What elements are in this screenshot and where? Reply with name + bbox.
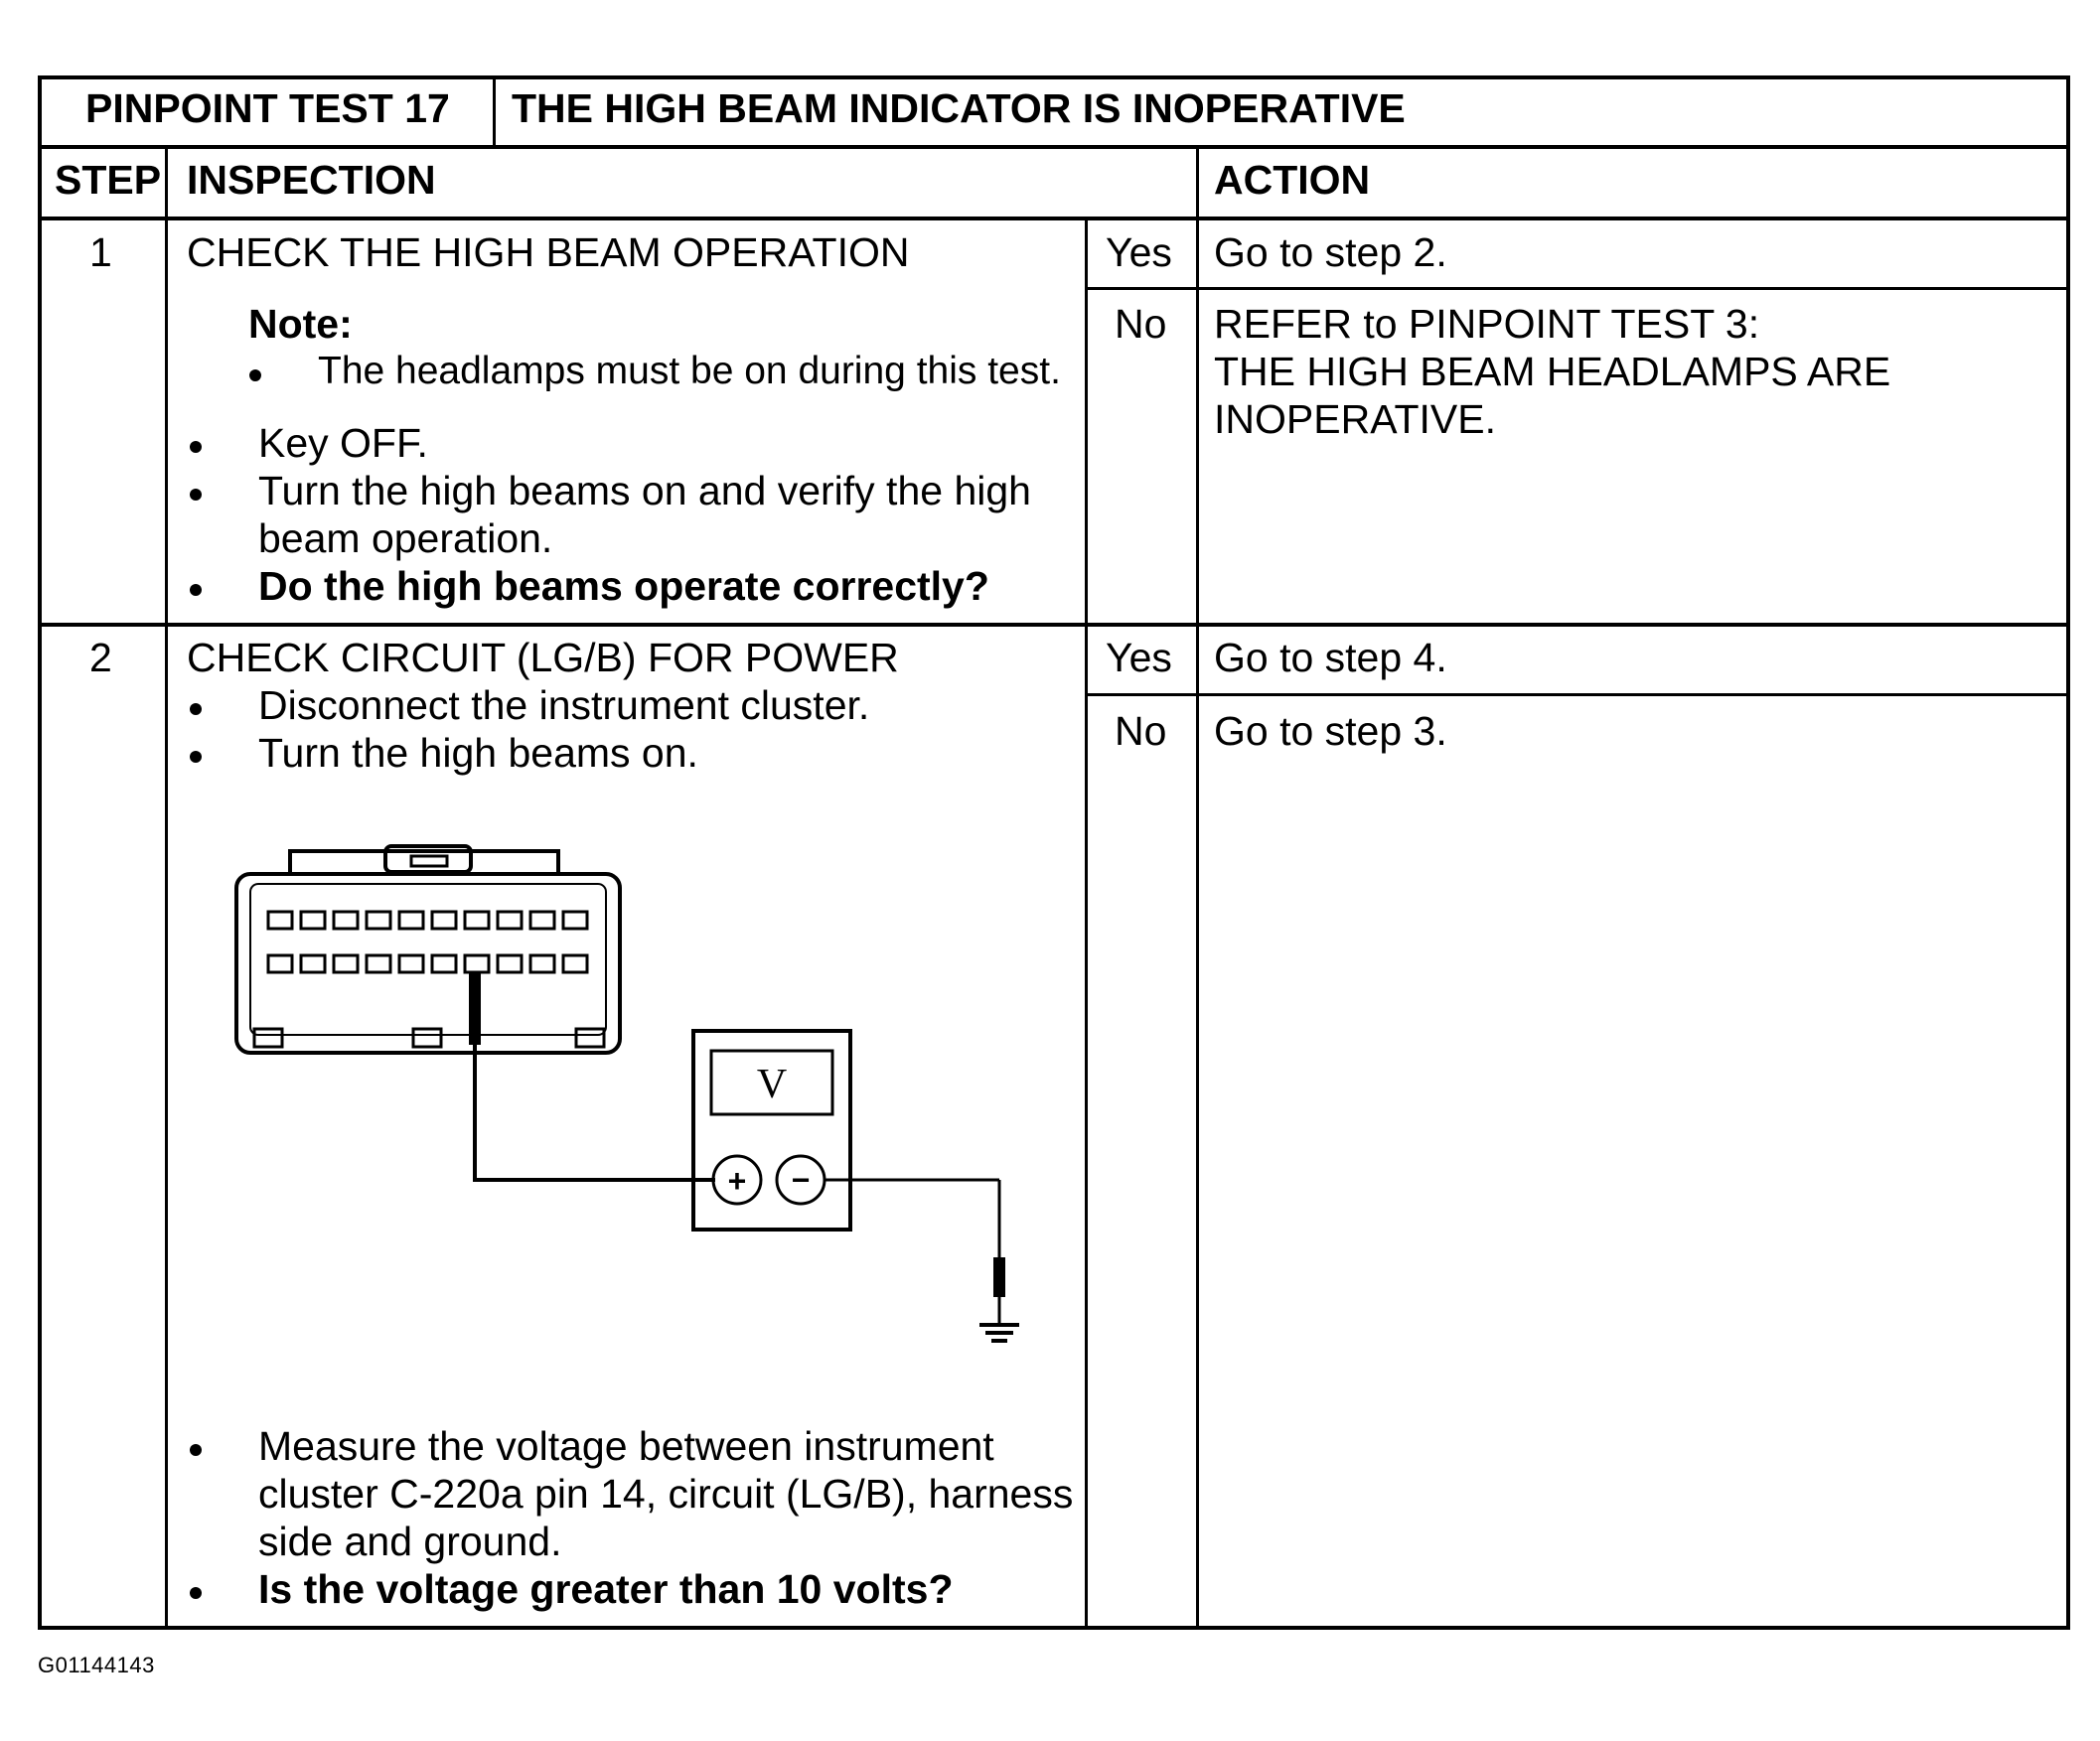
meter-symbol: V xyxy=(756,1062,788,1107)
table-border-left xyxy=(38,75,42,1630)
step-1-question: Do the high beams operate correctly? xyxy=(258,563,989,609)
step-2-no-label: No xyxy=(1115,708,1167,754)
step-2-bullet-3-line-2: cluster C-220a pin 14, circuit (LG/B), harness xyxy=(258,1471,1074,1517)
bullet-icon xyxy=(190,584,202,596)
step-2-title: CHECK CIRCUIT (LG/B) FOR POWER xyxy=(187,635,899,680)
ground-icon xyxy=(825,1180,1019,1341)
step-col-divider xyxy=(165,145,168,1630)
step-1-yes-label: Yes xyxy=(1106,229,1172,275)
figure-id: G01144143 xyxy=(38,1653,155,1677)
bullet-icon xyxy=(190,751,202,763)
step-2-bullet-2: Turn the high beams on. xyxy=(258,730,698,776)
table-border-top xyxy=(38,75,2070,79)
voltmeter-icon xyxy=(693,1031,850,1230)
step-1-bullet-2-line-2: beam operation. xyxy=(258,515,553,561)
step2-yes-no-divider xyxy=(1085,693,2070,696)
column-header-inspection: INSPECTION xyxy=(187,157,436,203)
step-1-title: CHECK THE HIGH BEAM OPERATION xyxy=(187,229,910,275)
table-border-bottom xyxy=(38,1626,2070,1630)
step-1-bullet-1: Key OFF. xyxy=(258,420,428,466)
step-2-number: 2 xyxy=(89,635,112,680)
step-2-question: Is the voltage greater than 10 volts? xyxy=(258,1566,954,1612)
step-1-note-text: The headlamps must be on during this test. xyxy=(318,350,1061,392)
bullet-icon xyxy=(190,1587,202,1599)
probe-plus-icon xyxy=(469,973,715,1180)
step-2-no-action: Go to step 3. xyxy=(1214,708,1447,754)
step-1-no-action-line-2: THE HIGH BEAM HEADLAMPS ARE xyxy=(1214,349,1891,394)
voltmeter-connector-diagram xyxy=(219,814,1053,1371)
bullet-icon xyxy=(190,489,202,501)
step-2-bullet-3-line-1: Measure the voltage between instrument xyxy=(258,1423,994,1469)
bullet-icon xyxy=(249,369,261,381)
step1-yes-no-divider xyxy=(1085,287,2070,290)
step-1-note-label: Note: xyxy=(248,301,353,347)
bullet-icon xyxy=(190,1444,202,1456)
test-id: PINPOINT TEST 17 xyxy=(85,85,450,131)
step-1-number: 1 xyxy=(89,229,112,275)
meter-minus-terminal: − xyxy=(791,1162,811,1198)
yesno-col-divider xyxy=(1085,218,1088,1630)
step-2-yes-label: Yes xyxy=(1106,635,1172,680)
connector-icon xyxy=(236,846,620,1053)
connector-pins xyxy=(268,912,587,972)
table-border-right xyxy=(2066,75,2070,1630)
action-col-divider xyxy=(1196,145,1199,1630)
step-2-yes-action: Go to step 4. xyxy=(1214,635,1447,680)
bullet-icon xyxy=(190,441,202,453)
test-title: THE HIGH BEAM INDICATOR IS INOPERATIVE xyxy=(512,85,1406,131)
bullet-icon xyxy=(190,703,202,715)
step-1-yes-action: Go to step 2. xyxy=(1214,229,1447,275)
step-2-bullet-3-line-3: side and ground. xyxy=(258,1519,562,1564)
column-header-action: ACTION xyxy=(1214,157,1371,203)
header-row-divider xyxy=(38,145,2070,149)
step-1-bullet-2-line-1: Turn the high beams on and verify the high xyxy=(258,468,1031,513)
header-col-divider xyxy=(493,75,496,147)
meter-plus-terminal: + xyxy=(727,1163,747,1199)
column-header-divider xyxy=(38,217,2070,220)
step-1-no-label: No xyxy=(1115,301,1167,347)
step-1-no-action-line-3: INOPERATIVE. xyxy=(1214,396,1497,442)
column-header-step: STEP xyxy=(55,157,162,203)
step-2-bullet-1: Disconnect the instrument cluster. xyxy=(258,682,870,728)
step-1-no-action-line-1: REFER to PINPOINT TEST 3: xyxy=(1214,301,1760,347)
step-1-2-divider xyxy=(38,623,2070,627)
